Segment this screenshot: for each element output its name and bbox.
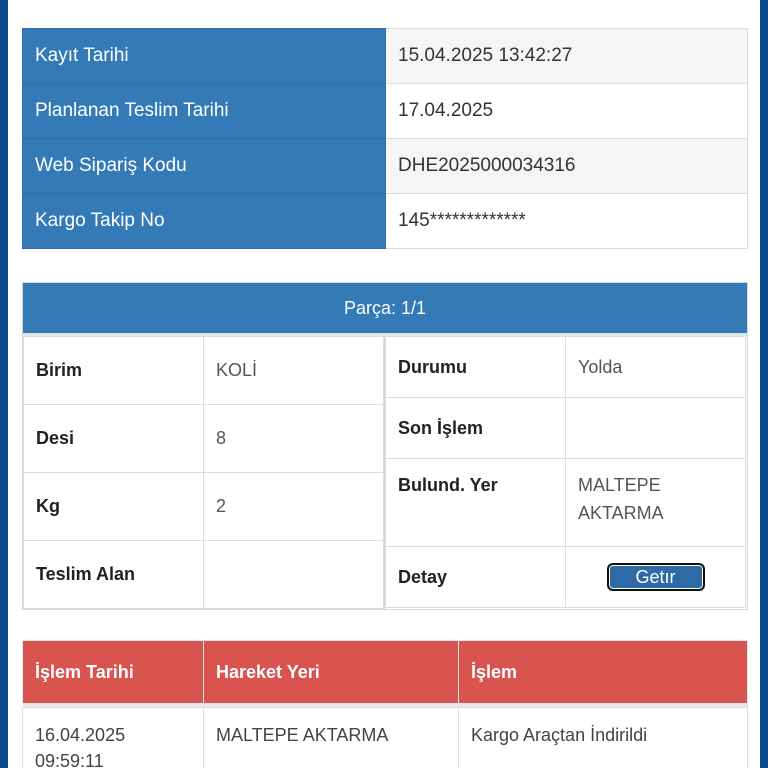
table-row <box>23 708 748 768</box>
parcel-label: Detay <box>386 547 566 608</box>
parcel-row <box>24 405 384 473</box>
parcel-row <box>386 547 746 608</box>
column-header-place: Hareket Yeri <box>204 641 459 704</box>
movement-place: MALTEPE AKTARMA <box>204 708 459 768</box>
parcel-value: KOLİ <box>204 337 384 405</box>
movement-header-row <box>23 641 748 704</box>
parcel-row <box>386 337 746 398</box>
movement-table <box>22 640 748 768</box>
parcel-right-column <box>385 336 746 609</box>
parcel-row <box>386 459 746 547</box>
parcel-row <box>24 337 384 405</box>
parcel-header: Parça: 1/1 <box>23 283 747 336</box>
location-value: MALTEPE AKTARMA <box>566 459 746 547</box>
info-value: 145************* <box>386 194 748 249</box>
info-row <box>23 84 748 139</box>
info-label: Kargo Takip No <box>23 194 386 249</box>
info-value: DHE2025000034316 <box>386 139 748 194</box>
status-value: Yolda <box>566 337 746 398</box>
parcel-value: 8 <box>204 405 384 473</box>
tracking-panel <box>8 0 760 768</box>
parcel-label: Birim <box>24 337 204 405</box>
parcel-row <box>24 541 384 609</box>
info-label: Planlanan Teslim Tarihi <box>23 84 386 139</box>
parcel-row <box>24 473 384 541</box>
parcel-value <box>566 398 746 459</box>
parcel-value <box>204 541 384 609</box>
info-row <box>23 29 748 84</box>
info-value: 15.04.2025 13:42:27 <box>386 29 748 84</box>
getir-button[interactable]: Getır <box>607 563 705 591</box>
movement-date: 16.04.2025 09:59:11 <box>23 708 204 768</box>
parcel-left-column <box>23 336 385 609</box>
info-label: Kayıt Tarihi <box>23 29 386 84</box>
info-row <box>23 194 748 249</box>
shipment-info-table <box>22 28 748 249</box>
column-header-date: İşlem Tarihi <box>23 641 204 704</box>
parcel-label: Son İşlem <box>386 398 566 459</box>
parcel-label: Durumu <box>386 337 566 398</box>
parcel-label: Desi <box>24 405 204 473</box>
info-label: Web Sipariş Kodu <box>23 139 386 194</box>
movement-action: Kargo Araçtan İndirildi <box>459 708 748 768</box>
parcel-row <box>386 398 746 459</box>
info-row <box>23 139 748 194</box>
parcel-label: Teslim Alan <box>24 541 204 609</box>
parcel-value: 2 <box>204 473 384 541</box>
column-header-action: İşlem <box>459 641 748 704</box>
parcel-label: Bulund. Yer <box>386 459 566 547</box>
info-value: 17.04.2025 <box>386 84 748 139</box>
parcel-label: Kg <box>24 473 204 541</box>
parcel-section <box>22 282 748 610</box>
